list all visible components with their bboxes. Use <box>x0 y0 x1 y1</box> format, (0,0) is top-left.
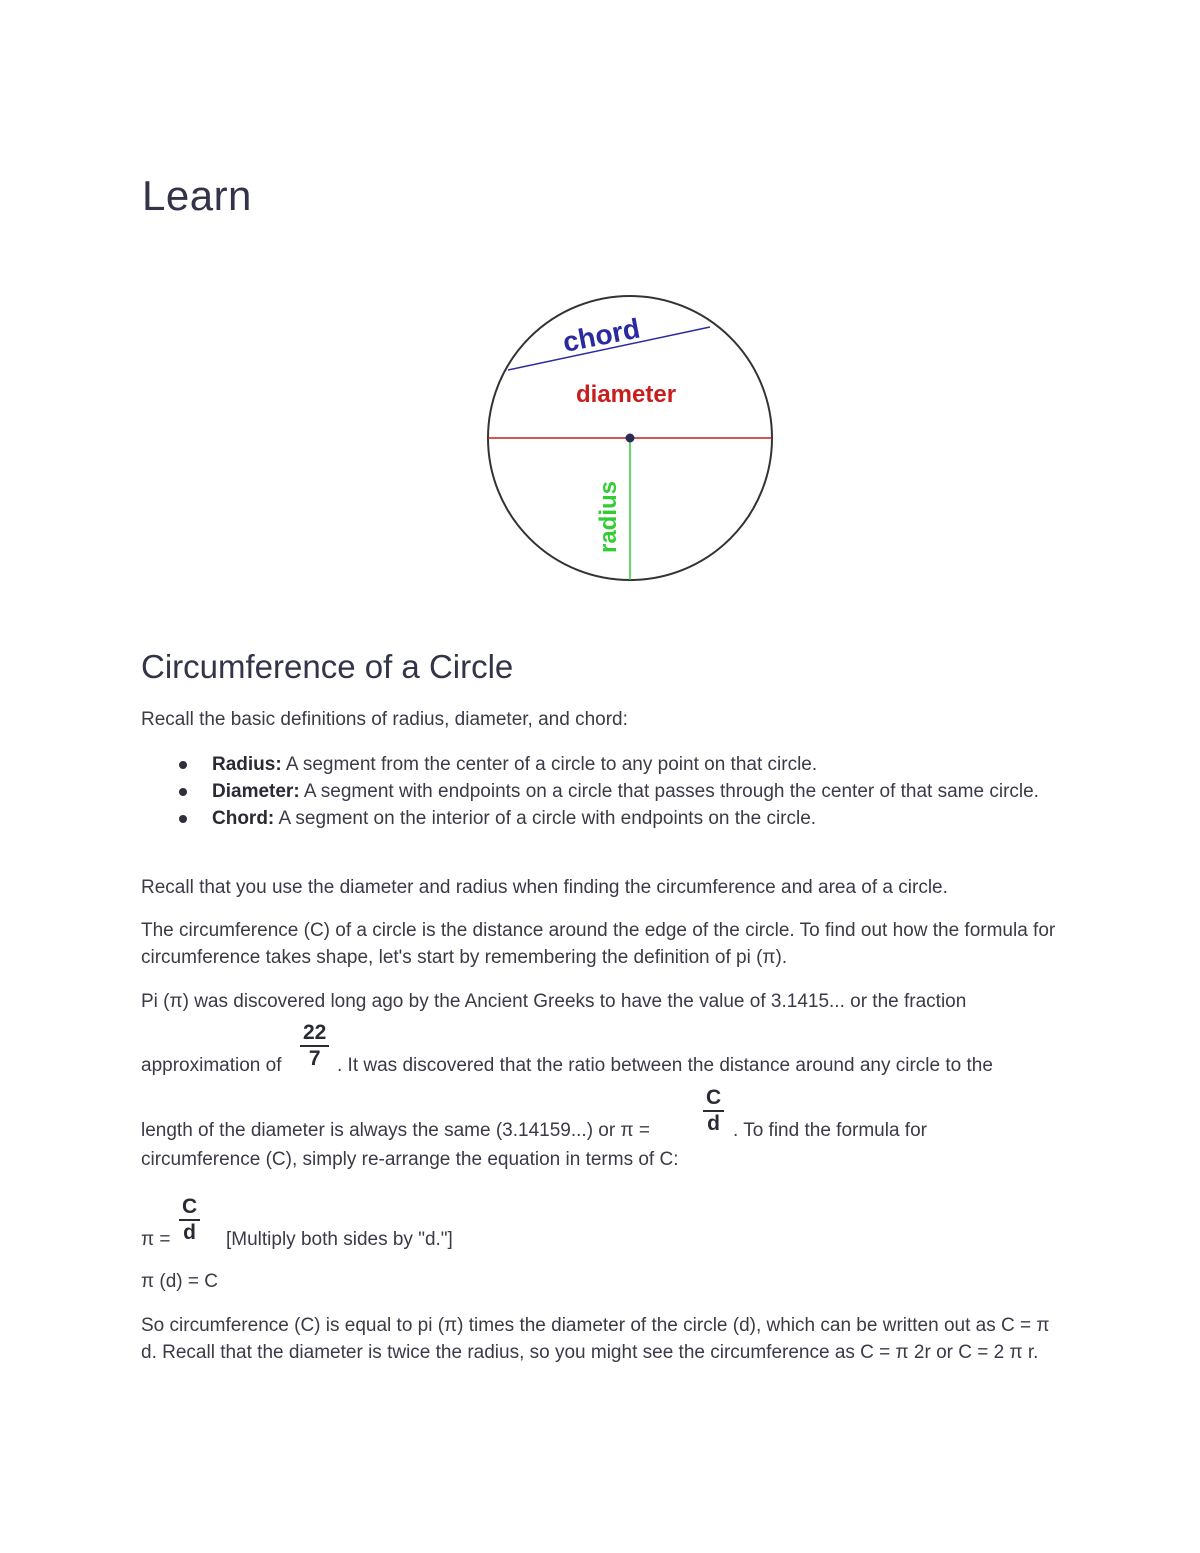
definition-term: Chord: <box>212 808 275 829</box>
definition-term: Radius: <box>212 754 282 775</box>
paragraph-pi-line3-end: . To find the formula for <box>733 1120 927 1141</box>
equation-pi-start: π = <box>141 1229 171 1250</box>
fraction-c-over-d-equation <box>179 1195 200 1245</box>
definition-text: A segment with endpoints on a circle that passes through the center of that same circle. <box>299 781 1039 802</box>
equation-pi-d: π (d) = C <box>141 1271 218 1292</box>
paragraph-diameter-radius: Recall that you use the diameter and radius when finding the circumference and area of a circle. <box>141 877 948 898</box>
circle-diagram <box>470 285 790 595</box>
diameter-label: diameter <box>576 381 677 408</box>
fraction-denominator: d <box>183 1221 196 1244</box>
section-heading: Circumference of a Circle <box>141 648 514 685</box>
fraction-numerator: C <box>703 1086 724 1112</box>
fraction-numerator: 22 <box>300 1021 329 1047</box>
definition-term: Diameter: <box>212 781 300 802</box>
definitions-list <box>141 751 1071 832</box>
chord-label: chord <box>560 312 643 358</box>
paragraph-pi-line4: circumference (C), simply re-arrange the equation in terms of C: <box>141 1149 679 1170</box>
definition-diameter <box>141 778 1071 805</box>
fraction-22-over-7 <box>300 1021 329 1071</box>
paragraph-pi-line2-start: approximation of <box>141 1055 282 1076</box>
paragraph-conclusion: So circumference (C) is equal to pi (π) times the diameter of the circle (d), which can be written out as C = π d. Recall that the diameter is twice the radius, so you might see the circumference as C = π 2r or C = 2 π r. <box>141 1315 1050 1363</box>
definition-text: A segment from the center of a circle to any point on that circle. <box>281 754 818 775</box>
definition-text: A segment on the interior of a circle with endpoints on the circle. <box>274 808 817 829</box>
intro-paragraph: Recall the basic definitions of radius, diameter, and chord: <box>141 709 628 730</box>
fraction-denominator: d <box>707 1112 720 1135</box>
center-point <box>626 434 635 443</box>
paragraph-pi-line1: Pi (π) was discovered long ago by the Ancient Greeks to have the value of 3.1415... or the fraction <box>141 991 967 1012</box>
fraction-c-over-d <box>703 1086 724 1136</box>
page-title: Learn <box>142 172 252 219</box>
radius-label: radius <box>595 480 622 553</box>
definition-chord <box>141 805 1071 832</box>
definition-radius <box>141 751 1071 778</box>
paragraph-circumference-definition: The circumference (C) of a circle is the distance around the edge of the circle. To find out how the formula for circumference takes shape, let's start by remembering the definition of pi (π). <box>141 920 1056 968</box>
fraction-denominator: 7 <box>308 1047 321 1070</box>
paragraph-pi-line3-start: length of the diameter is always the same (3.14159...) or π = <box>141 1120 650 1141</box>
paragraph-pi-line2-end: . It was discovered that the ratio between the distance around any circle to the <box>337 1055 993 1076</box>
equation-pi-note: [Multiply both sides by "d."] <box>226 1229 453 1250</box>
fraction-numerator: C <box>179 1195 200 1221</box>
